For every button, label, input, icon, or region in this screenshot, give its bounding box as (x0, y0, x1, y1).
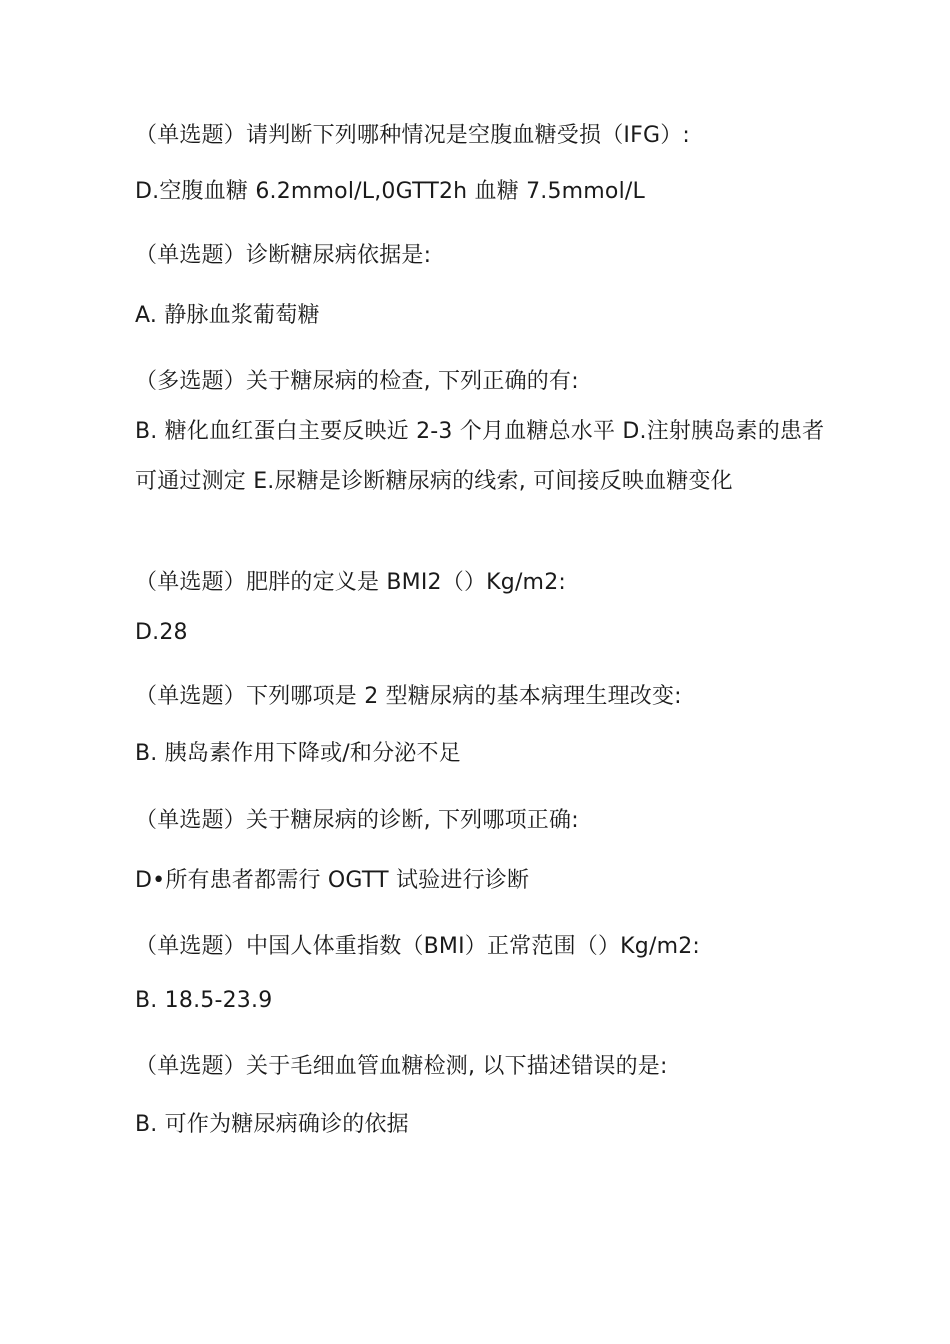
answer-1: D.空腹血糖 6.2mmol/L,0GTT2h 血糖 7.5mmol/L (135, 179, 645, 204)
question-3: （多选题）关于糖尿病的检查, 下列正确的有: (135, 369, 579, 394)
answer-3: B. 糖化血红蛋白主要反映近 2-3 个月血糖总水平 D.注射胰岛素的患者可通过测定 E.尿糖是诊断糖尿病的线索, 可间接反映血糖变化 (135, 419, 825, 494)
question-5: （单选题）下列哪项是 2 型糖尿病的基本病理生理改变: (135, 684, 682, 709)
question-7: （单选题）中国人体重指数（BMI）正常范围（）Kg/m2: (135, 934, 701, 959)
question-2: （单选题）诊断糖尿病依据是: (135, 243, 432, 268)
answer-7: B. 18.5-23.9 (135, 988, 273, 1013)
question-8: （单选题）关于毛细血管血糖检测, 以下描述错误的是: (135, 1054, 668, 1079)
question-6: （单选题）关于糖尿病的诊断, 下列哪项正确: (135, 808, 579, 833)
question-1: （单选题）请判断下列哪种情况是空腹血糖受损（IFG）: (135, 123, 691, 148)
answer-2: A. 静脉血浆葡萄糖 (135, 303, 320, 328)
question-4: （单选题）肥胖的定义是 BMI2（）Kg/m2: (135, 570, 566, 595)
answer-6: D•所有患者都需行 OGTT 试验进行诊断 (135, 868, 530, 893)
answer-5: B. 胰岛素作用下降或/和分泌不足 (135, 741, 461, 766)
answer-4: D.28 (135, 620, 188, 645)
answer-8: B. 可作为糖尿病确诊的依据 (135, 1112, 409, 1137)
